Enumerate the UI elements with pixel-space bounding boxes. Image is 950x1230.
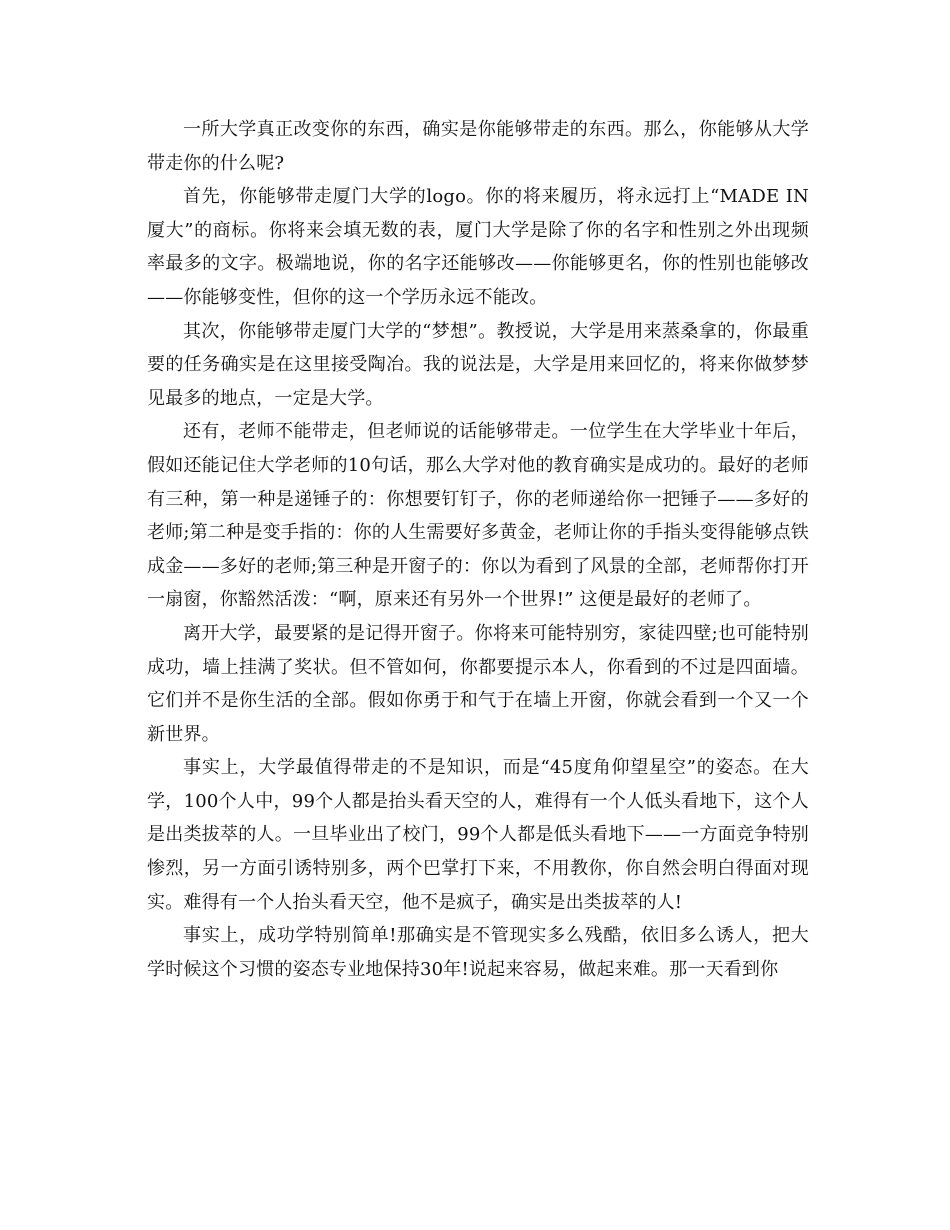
paragraph-3: 其次，你能够带走厦门大学的“梦想”。教授说，大学是用来蒸桑拿的，你最重要的任务确实是在这里接受陶冶。我的说法是，大学是用来回忆的，将来你做梦梦见最多的地点，一定是大学。 [147,320,809,409]
paragraph-4: 还有，老师不能带走，但老师说的话能够带走。一位学生在大学毕业十年后，假如还能记住大学老师的10句话，那么大学对他的教育确实是成功的。最好的老师有三种，第一种是递锤子的：你想要钉钉子，你的老师递给你一把锤子——多好的老师;第二种是变手指的：你的人生需要好多黄金，老师让你的手指头变得能够点铁成金——多好的老师;第三种是开窗子的：你以为看到了风景的全部，老师帮你打开一扇窗，你豁然活泼：“啊，原来还有另外一个世界!” 这便是最好的老师了。 [147,421,809,611]
paragraph-1: 一所大学真正改变你的东西，确实是你能够带走的东西。那么，你能够从大学带走你的什么呢? [147,119,809,174]
paragraph-2: 首先，你能够带走厦门大学的logo。你的将来履历，将永远打上“MADE IN 厦大”的商标。你将来会填无数的表，厦门大学是除了你的名字和性别之外出现频率最多的文字。极端地说，你的名字还能够改——你能够更名，你的性别也能够改——你能够变性，但你的这一个学历永远不能改。 [147,186,809,308]
paragraph-6: 事实上，大学最值得带走的不是知识，而是“45度角仰望星空”的姿态。在大学，100个人中，99个人都是抬头看天空的人，难得有一个人低头看地下，这个人是出类拔萃的人。一旦毕业出了校门，99个人都是低头看地下——一方面竞争特别惨烈，另一方面引诱特别多，两个巴掌打下来，不用教你，你自然会明白得面对现实。难得有一个人抬头看天空，他不是疯子，确实是出类拔萃的人! [147,757,809,913]
document-body [147,113,809,986]
paragraph-5: 离开大学，最要紧的是记得开窗子。你将来可能特别穷，家徒四壁;也可能特别成功，墙上挂满了奖状。但不管如何，你都要提示本人，你看到的不过是四面墙。它们并不是你生活的全部。假如你勇于和气于在墙上开窗，你就会看到一个又一个新世界。 [147,622,809,745]
paragraph-7: 事实上，成功学特别简单!那确实是不管现实多么残酷，依旧多么诱人，把大学时候这个习惯的姿态专业地保持30年!说起来容易，做起来难。那一天看到你 [147,925,809,980]
